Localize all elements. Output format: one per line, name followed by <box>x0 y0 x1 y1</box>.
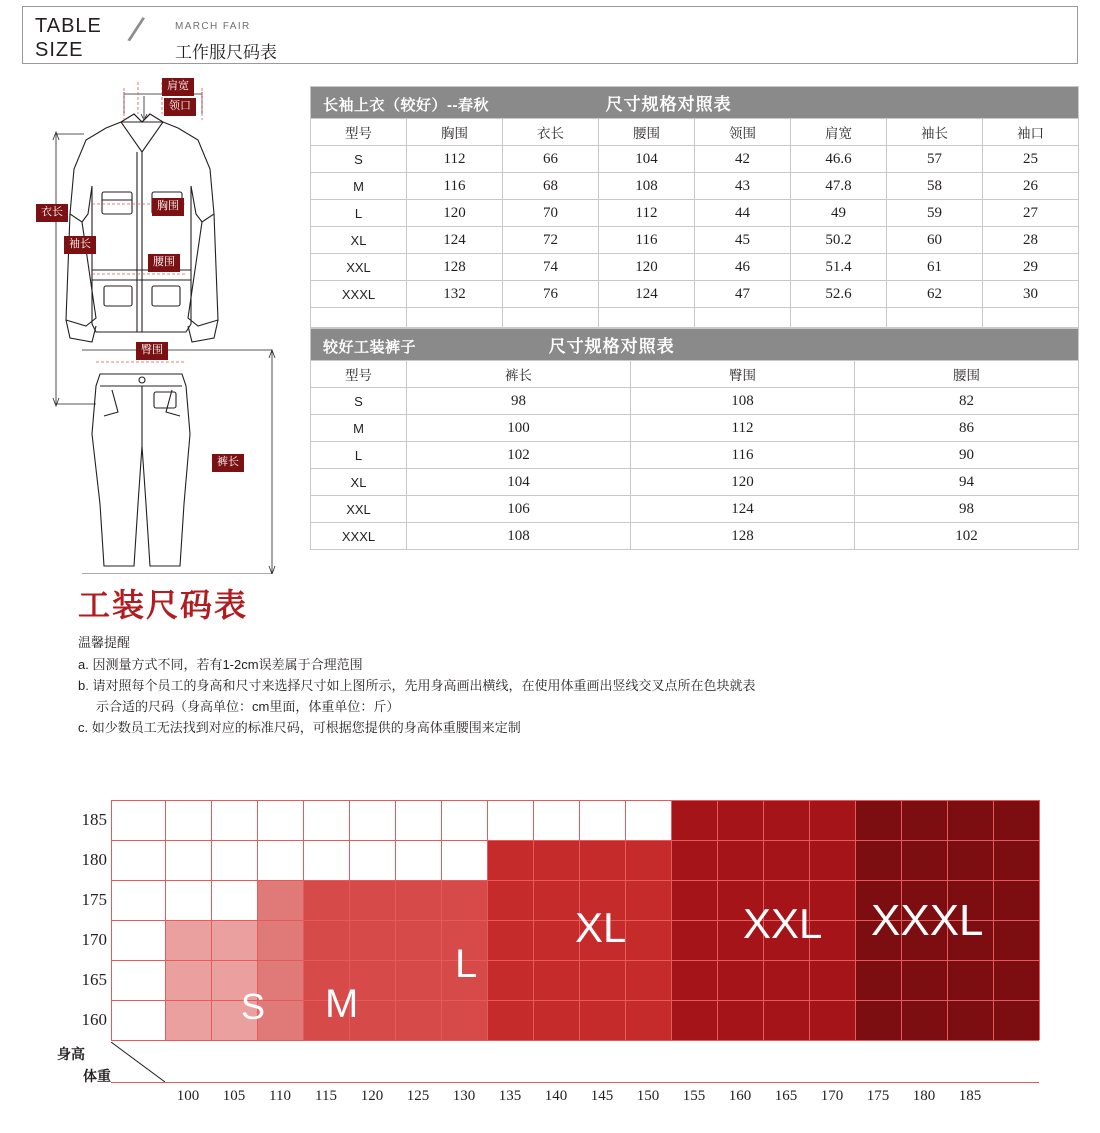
cell: 52.6 <box>791 281 887 308</box>
cell: 86 <box>855 415 1079 442</box>
size-tables <box>310 86 1078 550</box>
cell: 116 <box>599 227 695 254</box>
table-row <box>311 173 1079 200</box>
y-tick-165: 165 <box>81 970 107 989</box>
col-length: 衣长 <box>503 119 599 146</box>
cell: 26 <box>983 173 1079 200</box>
col-waist: 腰围 <box>855 361 1079 388</box>
size-label-xxxl: XXXL <box>871 896 984 945</box>
cell: 106 <box>407 496 631 523</box>
col-pants-length: 裤长 <box>407 361 631 388</box>
cell: XL <box>311 469 407 496</box>
cell: 72 <box>503 227 599 254</box>
cell: 25 <box>983 146 1079 173</box>
x-tick-105: 105 <box>222 1088 246 1104</box>
cell: 82 <box>855 388 1079 415</box>
cell: 102 <box>407 442 631 469</box>
col-chest: 胸围 <box>407 119 503 146</box>
col-shoulder: 肩宽 <box>791 119 887 146</box>
cell: 102 <box>855 523 1079 550</box>
label-garment-length: 衣长 <box>36 204 68 222</box>
cell: M <box>311 173 407 200</box>
col-collar: 领围 <box>695 119 791 146</box>
label-collar: 领口 <box>164 98 196 116</box>
jacket-band-left: 长袖上衣（较好）--春秋 <box>323 97 489 114</box>
header-table-word: TABLE <box>35 15 102 37</box>
cell: 100 <box>407 415 631 442</box>
col-model: 型号 <box>311 119 407 146</box>
cell: 30 <box>983 281 1079 308</box>
header-subtitle: 工作服尺码表 <box>175 43 277 62</box>
brand-name: MARCH FAIR <box>175 21 251 32</box>
note-line-c: c. 如少数员工无法找到对应的标准尺码，可根据您提供的身高体重腰围来定制 <box>78 720 521 735</box>
cell: 104 <box>407 469 631 496</box>
cell: 76 <box>503 281 599 308</box>
size-label-xxl: XXL <box>743 900 823 947</box>
cell: 108 <box>631 388 855 415</box>
header-banner <box>22 6 1078 64</box>
table-row <box>311 227 1079 254</box>
cell: 112 <box>407 146 503 173</box>
cell: 120 <box>599 254 695 281</box>
garment-illustration <box>26 74 298 574</box>
cell: 104 <box>599 146 695 173</box>
x-tick-115: 115 <box>315 1088 337 1104</box>
cell: 43 <box>695 173 791 200</box>
cell: 128 <box>631 523 855 550</box>
cell: 94 <box>855 469 1079 496</box>
cell: 47.8 <box>791 173 887 200</box>
col-sleeve: 袖长 <box>887 119 983 146</box>
cell: S <box>311 146 407 173</box>
header-size-word: SIZE <box>35 39 84 61</box>
cell: 28 <box>983 227 1079 254</box>
cell: 46 <box>695 254 791 281</box>
label-pants-length: 裤长 <box>212 454 244 472</box>
x-tick-130: 130 <box>452 1088 476 1104</box>
cell: 47 <box>695 281 791 308</box>
x-tick-135: 135 <box>498 1088 522 1104</box>
cell: XXL <box>311 254 407 281</box>
jacket-table-band <box>311 87 1079 119</box>
col-cuff: 袖口 <box>983 119 1079 146</box>
table-row <box>311 415 1079 442</box>
cell: 108 <box>599 173 695 200</box>
cell: 51.4 <box>791 254 887 281</box>
cell: 49 <box>791 200 887 227</box>
y-tick-160: 160 <box>81 1010 107 1029</box>
cell: M <box>311 415 407 442</box>
cell: 62 <box>887 281 983 308</box>
cell: XXL <box>311 496 407 523</box>
table-header-row <box>311 119 1079 146</box>
label-hip: 臀围 <box>136 342 168 360</box>
cell: XXXL <box>311 523 407 550</box>
col-hip: 臀围 <box>631 361 855 388</box>
y-tick-175: 175 <box>81 890 107 909</box>
size-label-s: S <box>241 986 266 1027</box>
x-tick-185: 185 <box>958 1088 982 1104</box>
cell: 45 <box>695 227 791 254</box>
label-sleeve-length: 袖长 <box>64 236 96 254</box>
cell: XXXL <box>311 281 407 308</box>
cell: 61 <box>887 254 983 281</box>
x-tick-175: 175 <box>866 1088 890 1104</box>
cell: 29 <box>983 254 1079 281</box>
cell: L <box>311 442 407 469</box>
pants-band-left: 较好工装裤子 <box>323 339 417 356</box>
table-header-row <box>311 361 1079 388</box>
cell: 50.2 <box>791 227 887 254</box>
cell: 112 <box>631 415 855 442</box>
cell: 60 <box>887 227 983 254</box>
y-tick-185: 185 <box>81 810 107 829</box>
cell: 132 <box>407 281 503 308</box>
y-tick-170: 170 <box>81 930 107 949</box>
note-line-a: a. 因测量方式不同，若有1-2cm误差属于合理范围 <box>78 657 363 672</box>
cell: S <box>311 388 407 415</box>
label-waist: 腰围 <box>148 254 180 272</box>
size-matrix-chart <box>55 800 1055 1104</box>
cell: 57 <box>887 146 983 173</box>
jacket-band-right: 尺寸规格对照表 <box>605 95 732 114</box>
cell: 116 <box>407 173 503 200</box>
table-row <box>311 442 1079 469</box>
cell: 128 <box>407 254 503 281</box>
cell: 68 <box>503 173 599 200</box>
notes-block <box>78 632 978 739</box>
x-tick-160: 160 <box>728 1088 752 1104</box>
cell: 70 <box>503 200 599 227</box>
cell: 74 <box>503 254 599 281</box>
table-row <box>311 254 1079 281</box>
table-row <box>311 281 1079 308</box>
cell: 46.6 <box>791 146 887 173</box>
label-shoulder-width: 肩宽 <box>162 78 194 96</box>
x-tick-180: 180 <box>912 1088 936 1104</box>
jacket-size-table <box>310 86 1079 328</box>
table-row <box>311 388 1079 415</box>
cell: XL <box>311 227 407 254</box>
table-row <box>311 496 1079 523</box>
pants-band-right: 尺寸规格对照表 <box>548 337 675 356</box>
x-tick-125: 125 <box>406 1088 430 1104</box>
x-tick-165: 165 <box>774 1088 798 1104</box>
garment-line-drawing-icon <box>26 74 298 574</box>
cell: 120 <box>631 469 855 496</box>
notes-heading: 温馨提醒 <box>78 635 131 650</box>
cell: 58 <box>887 173 983 200</box>
note-line-b-cont: 示合适的尺码（身高单位：cm里面，体重单位：斤） <box>96 699 400 714</box>
pants-table-band <box>311 329 1079 361</box>
cell: 66 <box>503 146 599 173</box>
x-tick-120: 120 <box>360 1088 384 1104</box>
x-tick-140: 140 <box>544 1088 568 1104</box>
table-spacer-row <box>311 308 1079 328</box>
cell: 59 <box>887 200 983 227</box>
cell: 27 <box>983 200 1079 227</box>
x-tick-170: 170 <box>820 1088 844 1104</box>
col-waist: 腰围 <box>599 119 695 146</box>
size-label-m: M <box>325 982 359 1026</box>
cell: 90 <box>855 442 1079 469</box>
axis-title-weight: 体重 <box>83 1068 111 1084</box>
cell: 108 <box>407 523 631 550</box>
pants-size-table <box>310 328 1079 550</box>
size-label-xl: XL <box>575 904 627 951</box>
x-tick-150: 150 <box>636 1088 660 1104</box>
table-row <box>311 146 1079 173</box>
col-model: 型号 <box>311 361 407 388</box>
cell: 42 <box>695 146 791 173</box>
y-tick-180: 180 <box>81 850 107 869</box>
axis-title-height: 身高 <box>57 1046 85 1062</box>
cell: 98 <box>407 388 631 415</box>
cell: 124 <box>631 496 855 523</box>
cell: L <box>311 200 407 227</box>
table-row <box>311 469 1079 496</box>
label-chest: 胸围 <box>152 198 184 216</box>
slash-divider-icon: / <box>125 8 148 51</box>
cell: 112 <box>599 200 695 227</box>
cell: 120 <box>407 200 503 227</box>
x-tick-100: 100 <box>176 1088 200 1104</box>
axis-corner-box <box>55 1042 165 1082</box>
table-row <box>311 523 1079 550</box>
note-line-b: b. 请对照每个员工的身高和尺寸来选择尺寸如上图所示，先用身高画出横线，在使用体重画出竖线交叉点所在色块就表 <box>78 678 756 693</box>
table-row <box>311 200 1079 227</box>
x-tick-145: 145 <box>590 1088 614 1104</box>
page-title: 工装尺码表 <box>78 587 249 623</box>
cell: 124 <box>407 227 503 254</box>
x-tick-155: 155 <box>682 1088 706 1104</box>
cell: 98 <box>855 496 1079 523</box>
cell: 44 <box>695 200 791 227</box>
cell: 124 <box>599 281 695 308</box>
x-tick-110: 110 <box>269 1088 291 1104</box>
size-label-l: L <box>455 942 478 986</box>
cell: 116 <box>631 442 855 469</box>
